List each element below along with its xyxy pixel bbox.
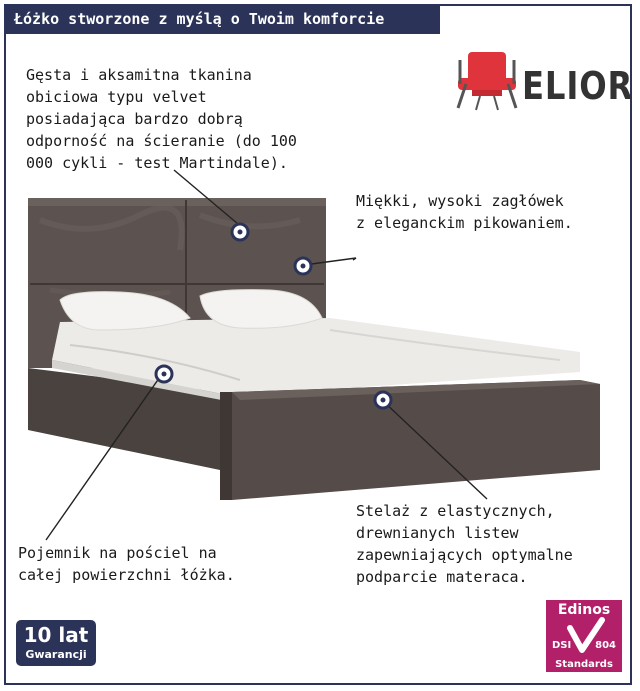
annotation-frame: Stelaż z elastycznych, drewnianych listew zapewniających optymalne podparcie materaca. <box>356 502 573 586</box>
brand-logo-text: ELIOR <box>522 64 634 108</box>
foot-rail <box>232 380 600 500</box>
annotation-headboard: Miękki, wysoki zagłówek z eleganckim pikowaniem. <box>356 192 573 232</box>
edinos-standards: Standards <box>555 659 613 670</box>
page-title: Łóżko stworzone z myślą o Twoim komforcie <box>4 4 440 34</box>
warranty-badge <box>16 620 96 666</box>
edinos-dsi: DSI <box>552 640 572 651</box>
edinos-badge <box>546 600 622 672</box>
chair-logo-icon <box>458 52 516 110</box>
edinos-number: 804 <box>595 640 616 651</box>
warranty-years: 10 lat <box>23 623 89 647</box>
warranty-label: Gwarancji <box>25 648 87 661</box>
edinos-name: Edinos <box>557 602 611 618</box>
annotation-storage: Pojemnik na pościel na całej powierzchni łóżka. <box>18 544 235 584</box>
annotation-fabric: Gęsta i aksamitna tkanina obiciowa typu velvet posiadająca bardzo dobrą odporność na ścieranie (do 100 000 cykli - test Martindale). <box>26 66 297 172</box>
